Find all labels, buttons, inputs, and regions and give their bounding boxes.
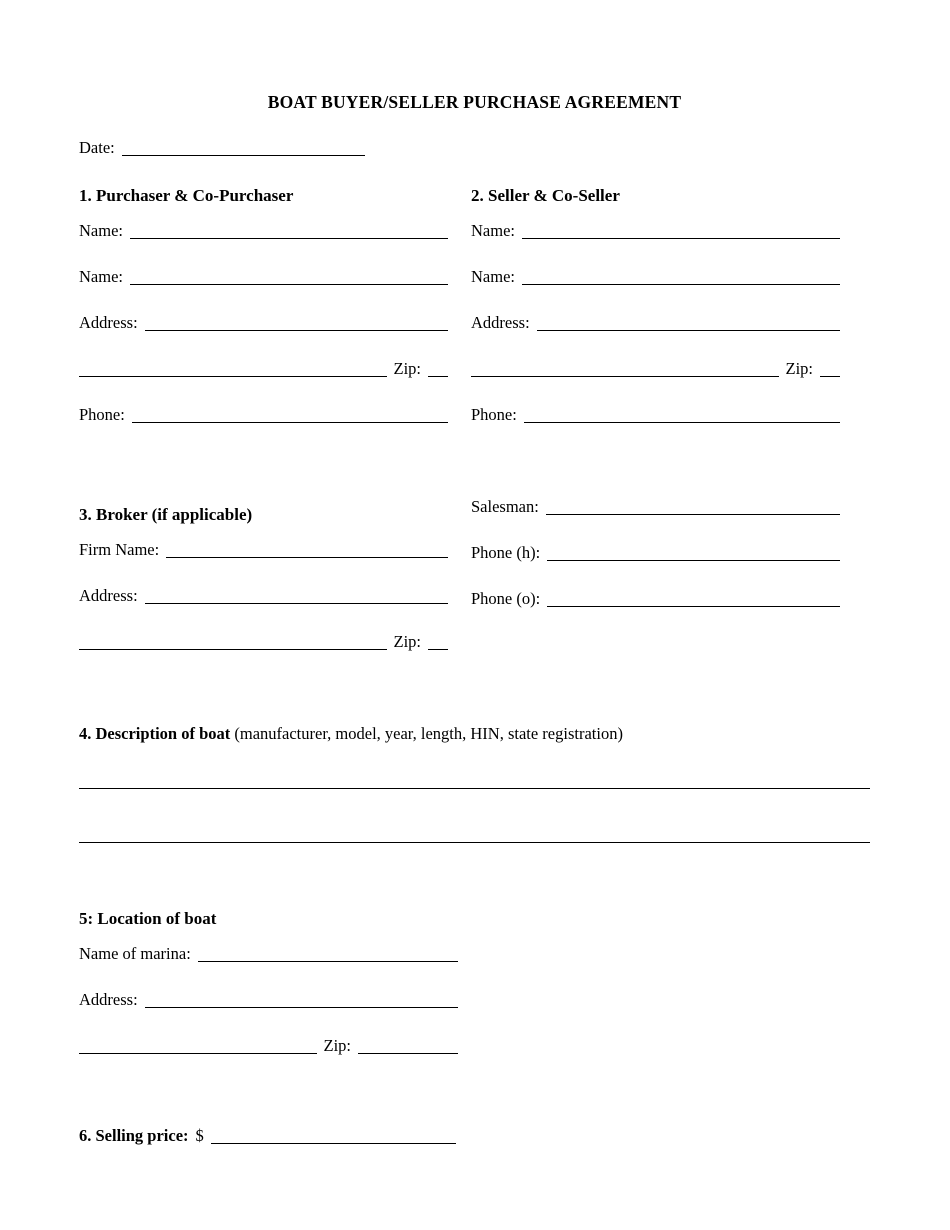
- broker-zip-row: [79, 632, 448, 652]
- broker-salesman-label: Salesman:: [471, 497, 539, 516]
- marina-name-label: Name of marina:: [79, 944, 191, 963]
- broker-section-heading: 3. Broker (if applicable): [79, 505, 253, 524]
- seller-phone-label: Phone:: [471, 405, 517, 424]
- seller-section-heading: 2. Seller & Co-Seller: [471, 186, 620, 205]
- seller-address2-blank-line: [471, 376, 779, 377]
- purchaser-name2-label: Name:: [79, 267, 123, 286]
- boat-description-heading-note: (manufacturer, model, year, length, HIN, state registration): [234, 724, 623, 743]
- document-title: BOAT BUYER/SELLER PURCHASE AGREEMENT: [267, 92, 682, 112]
- purchaser-name2-row: [79, 267, 448, 287]
- seller-column: [471, 186, 840, 425]
- purchaser-column: [79, 186, 448, 425]
- purchaser-zip-blank-line: [428, 376, 448, 377]
- broker-address-blank-line: [145, 603, 448, 604]
- seller-name1-blank-line: [522, 238, 840, 239]
- purchaser-name1-label: Name:: [79, 221, 123, 240]
- broker-phone-o-label: Phone (o):: [471, 589, 541, 608]
- broker-address-label: Address:: [79, 586, 138, 605]
- broker-phone-h-blank-line: [547, 560, 840, 561]
- broker-phone-o-row: [471, 589, 840, 609]
- seller-name1-row: [471, 221, 840, 241]
- broker-section: [79, 497, 870, 652]
- purchaser-phone-row: [79, 405, 448, 425]
- broker-zip-blank-line: [428, 649, 448, 650]
- selling-price-row: [79, 1126, 454, 1146]
- parties-section: [79, 186, 870, 425]
- purchaser-zip-label: Zip:: [393, 359, 421, 378]
- marina-address-row: [79, 990, 458, 1010]
- seller-address-blank-line: [537, 330, 840, 331]
- purchaser-name1-blank-line: [130, 238, 448, 239]
- selling-price-blank-line: [211, 1143, 456, 1144]
- broker-phone-o-blank-line: [547, 606, 840, 607]
- date-blank-line: [122, 155, 365, 156]
- purchaser-address-row: [79, 313, 448, 333]
- marina-address2-blank-line: [79, 1053, 317, 1054]
- seller-zip-row: [471, 359, 840, 379]
- seller-name1-label: Name:: [471, 221, 515, 240]
- seller-phone-blank-line: [524, 422, 840, 423]
- seller-name2-label: Name:: [471, 267, 515, 286]
- purchaser-section-heading: 1. Purchaser & Co-Purchaser: [79, 186, 294, 205]
- seller-address-label: Address:: [471, 313, 530, 332]
- boat-description-heading-row: [79, 724, 870, 744]
- broker-firm-name-label: Firm Name:: [79, 540, 160, 559]
- broker-salesman-row: [471, 497, 840, 517]
- broker-zip-label: Zip:: [393, 632, 421, 651]
- selling-price-heading: 6. Selling price:: [79, 1126, 189, 1145]
- broker-phone-h-row: [471, 543, 840, 563]
- date-field-row: [79, 138, 367, 158]
- purchaser-address-blank-line: [145, 330, 448, 331]
- seller-zip-blank-line: [820, 376, 840, 377]
- marina-address-blank-line: [145, 1007, 458, 1008]
- boat-description-section: [79, 724, 870, 843]
- broker-left-column: [79, 505, 448, 652]
- seller-phone-row: [471, 405, 840, 425]
- marina-address-label: Address:: [79, 990, 138, 1009]
- marina-zip-row: [79, 1036, 458, 1056]
- purchaser-address-label: Address:: [79, 313, 138, 332]
- marina-zip-label: Zip:: [323, 1036, 351, 1055]
- broker-address-row: [79, 586, 448, 606]
- purchaser-phone-blank-line: [132, 422, 448, 423]
- broker-salesman-blank-line: [546, 514, 840, 515]
- boat-description-heading: 4. Description of boat: [79, 724, 231, 743]
- date-label: Date:: [79, 138, 115, 157]
- purchaser-name2-blank-line: [130, 284, 448, 285]
- broker-firm-name-row: [79, 540, 448, 560]
- marina-zip-blank-line: [358, 1053, 458, 1054]
- marina-name-blank-line: [198, 961, 458, 962]
- boat-location-heading: 5: Location of boat: [79, 909, 217, 928]
- broker-firm-name-blank-line: [166, 557, 448, 558]
- purchaser-zip-row: [79, 359, 448, 379]
- boat-description-blank-line-1: [79, 788, 870, 789]
- seller-address-row: [471, 313, 840, 333]
- purchaser-name1-row: [79, 221, 448, 241]
- seller-name2-blank-line: [522, 284, 840, 285]
- broker-phone-h-label: Phone (h):: [471, 543, 541, 562]
- seller-name2-row: [471, 267, 840, 287]
- broker-address2-blank-line: [79, 649, 387, 650]
- boat-location-section: [79, 909, 458, 1056]
- purchaser-address2-blank-line: [79, 376, 387, 377]
- purchaser-phone-label: Phone:: [79, 405, 125, 424]
- currency-symbol: $: [195, 1126, 204, 1145]
- boat-description-blank-line-2: [79, 842, 870, 843]
- marina-name-row: [79, 944, 458, 964]
- broker-right-column: [471, 497, 840, 652]
- seller-zip-label: Zip:: [785, 359, 813, 378]
